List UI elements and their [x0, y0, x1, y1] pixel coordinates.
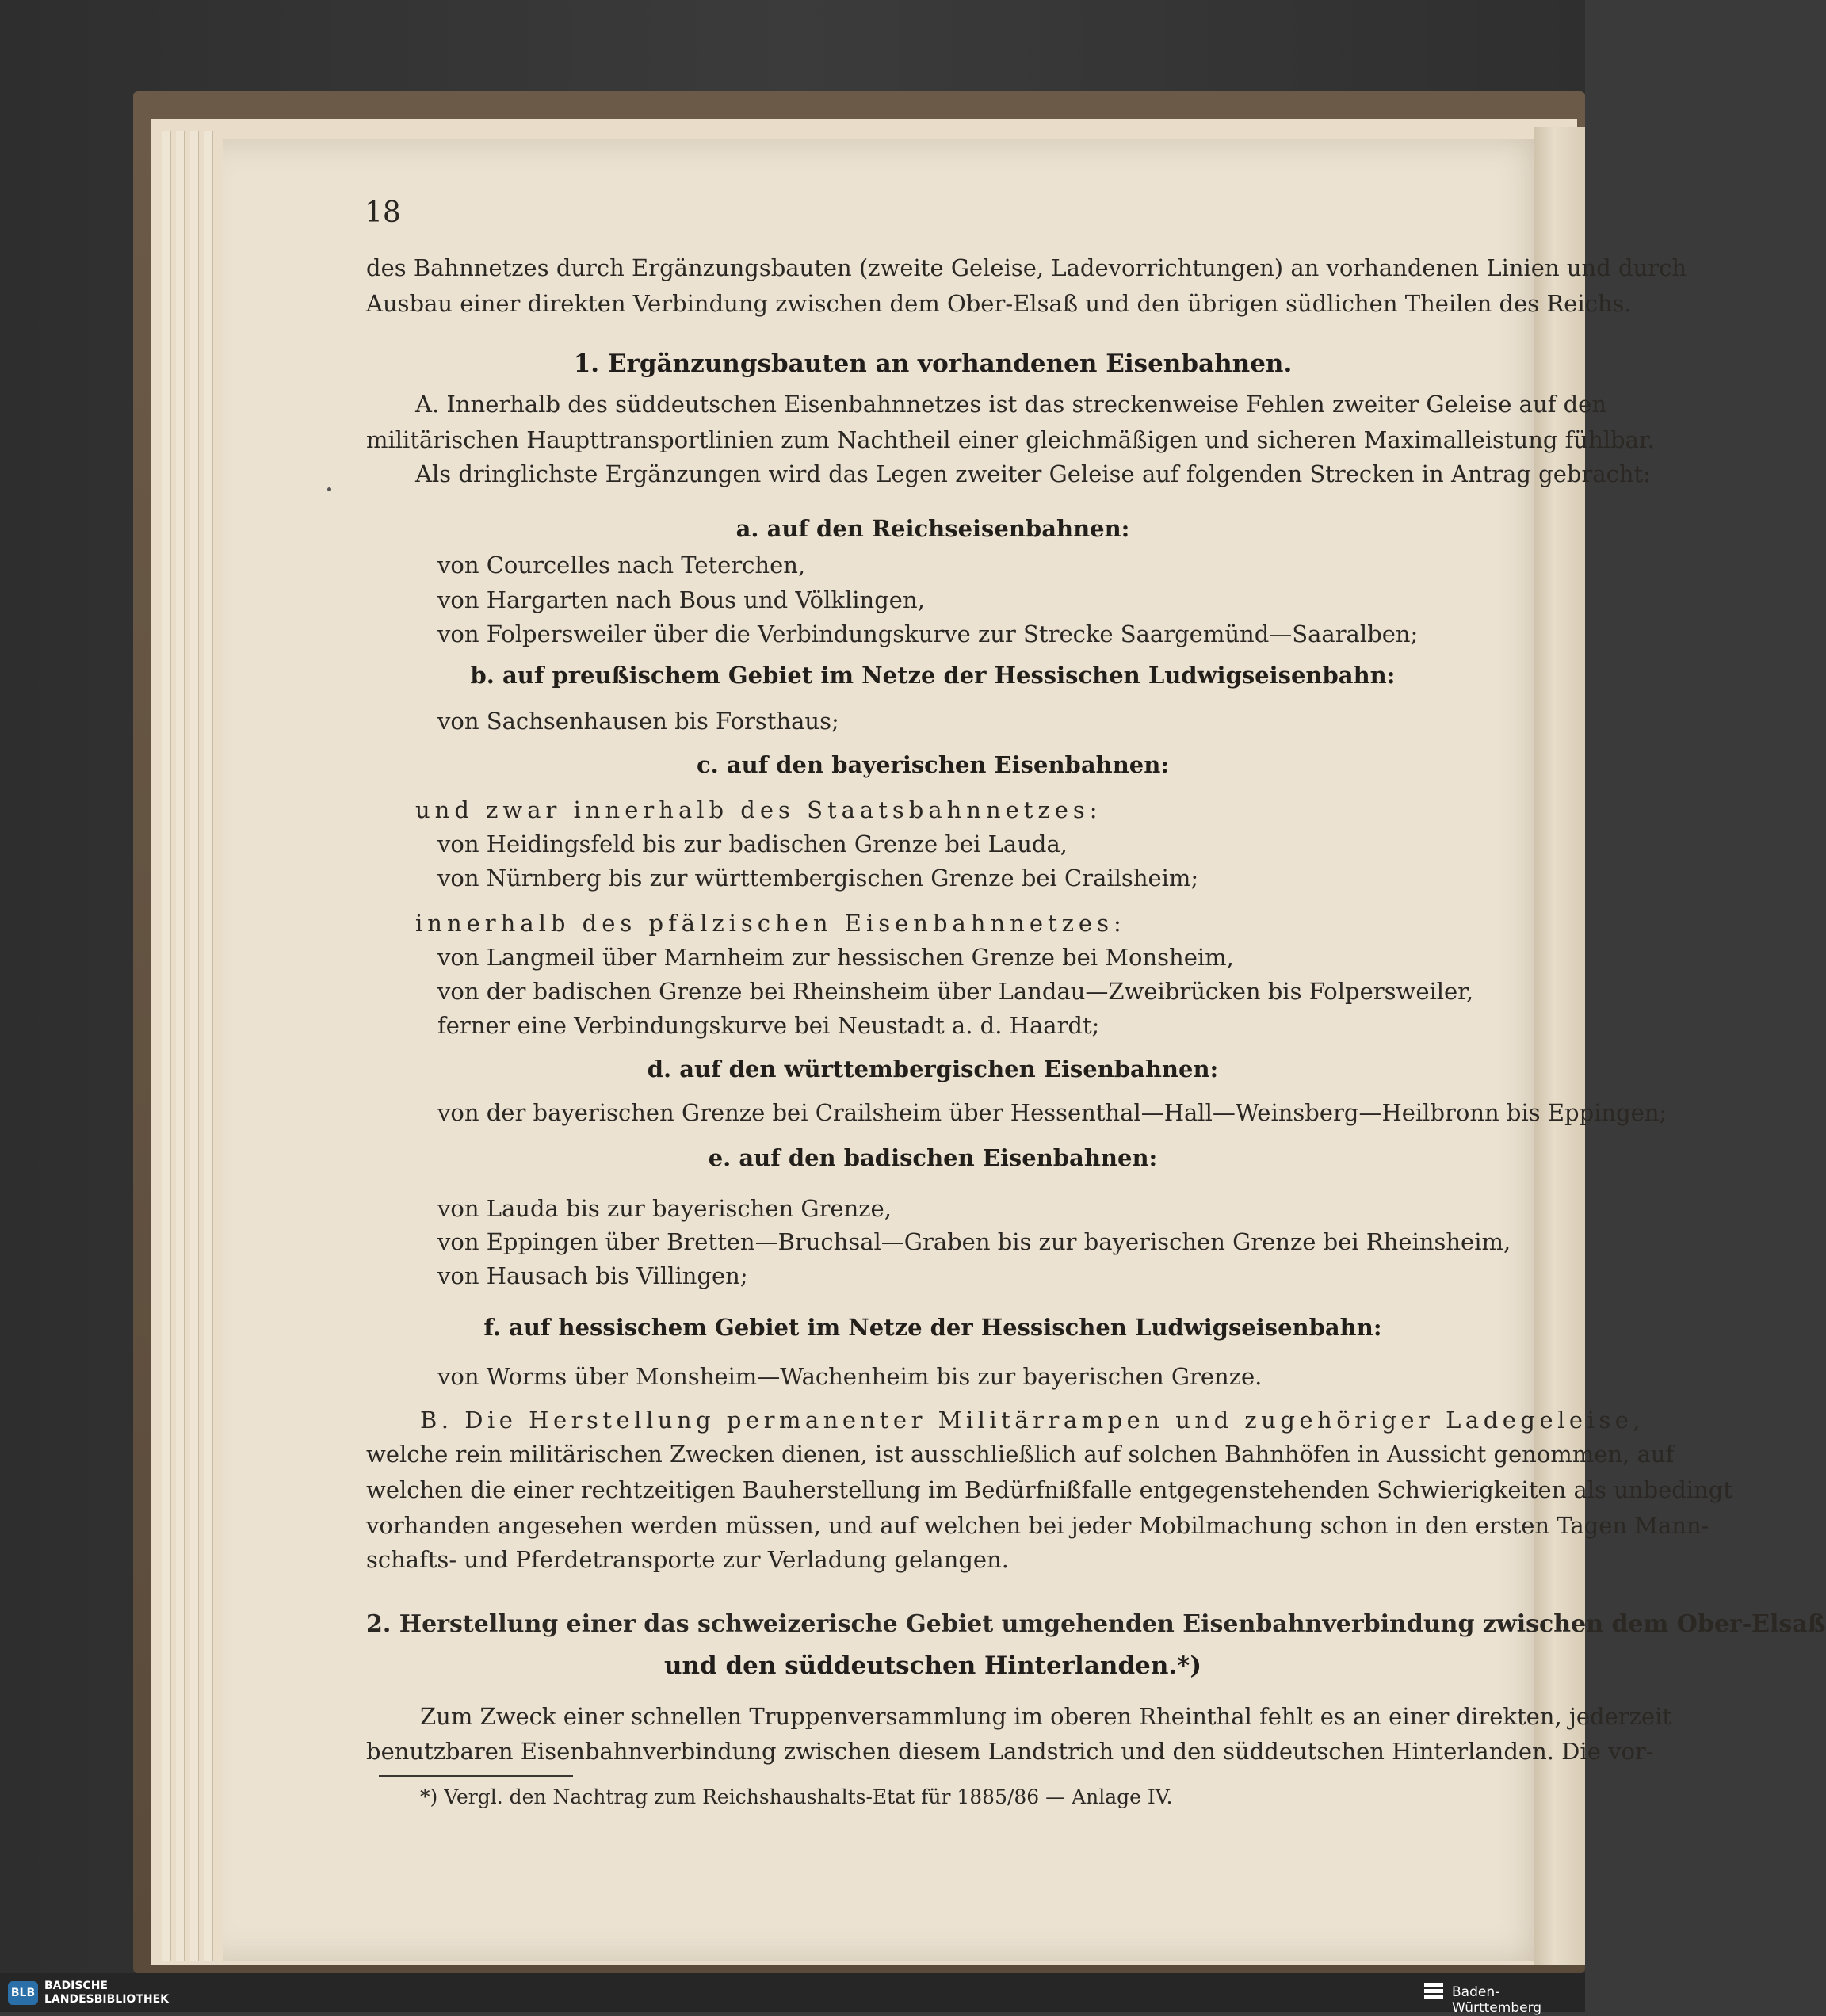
- route-line: von Lauda bis zur bayerischen Grenze,: [437, 1195, 892, 1222]
- blb-logo[interactable]: BLB: [8, 1981, 38, 2005]
- subsection-b-heading: b. auf preußischem Gebiet im Netze der Hessischen Ludwigseisenbahn:: [470, 662, 1396, 689]
- subsection-d-heading: d. auf den württembergischen Eisenbahnen:: [647, 1056, 1219, 1082]
- paragraph-b-line: vorhanden angesehen werden müssen, und auf welchen bei jeder Mobilmachung schon in den ersten Tagen Mann-: [366, 1512, 1709, 1539]
- paragraph-b-line: schafts- und Pferdetransporte zur Verladung gelangen.: [366, 1546, 1009, 1573]
- intro-line: Ausbau einer direkten Verbindung zwischen dem Ober-Elsaß und den übrigen südlichen Theilen des Reichs.: [366, 290, 1632, 317]
- route-line: von Eppingen über Bretten—Bruchsal—Graben bis zur bayerischen Grenze bei Rheinsheim,: [437, 1228, 1511, 1255]
- paragraph-2-line: Zum Zweck einer schnellen Truppenversammlung im oberen Rheinthal fehlt es an einer direkten, jederzeit: [420, 1703, 1671, 1730]
- subsection-a-heading: a. auf den Reichseisenbahnen:: [735, 515, 1130, 542]
- paragraph-b-line: welche rein militärischen Zwecken dienen, ist ausschließlich auf solchen Bahnhöfen in Aussicht genommen, auf: [366, 1441, 1675, 1468]
- route-line: von Hargarten nach Bous und Völklingen,: [437, 586, 925, 613]
- section-2-heading-line: und den süddeutschen Hinterlanden.*): [663, 1651, 1202, 1680]
- route-line: von Sachsenhausen bis Forsthaus;: [437, 708, 839, 735]
- page-edge: [190, 131, 199, 1961]
- route-line: von Courcelles nach Teterchen,: [437, 552, 806, 578]
- subsection-c-heading: c. auf den bayerischen Eisenbahnen:: [696, 751, 1170, 778]
- library-name: [44, 1980, 169, 2006]
- library-name-line: LANDESBIBLIOTHEK: [44, 1993, 170, 2006]
- route-line: von der badischen Grenze bei Rheinsheim über Landau—Zweibrücken bis Folpersweiler,: [437, 978, 1474, 1005]
- paragraph-2-line: benutzbaren Eisenbahnverbindung zwischen diesem Landstrich und den süddeutschen Hinterlanden. Die vor-: [366, 1738, 1654, 1765]
- route-line: von der bayerischen Grenze bei Crailsheim über Hessenthal—Hall—Weinsberg—Heilbronn bis Eppingen;: [437, 1099, 1667, 1126]
- coat-of-arms-icon: [1423, 1980, 1445, 2003]
- network-label: innerhalb des pfälzischen Eisenbahnnetzes:: [415, 910, 1126, 937]
- footer-bar: [0, 1973, 1585, 2012]
- route-line: von Heidingsfeld bis zur badischen Grenze bei Lauda,: [437, 830, 1068, 857]
- paragraph-b-line: welchen die einer rechtzeitigen Bauherstellung im Bedürfnißfalle entgegenstehenden Schwierigkeiten als unbedingt: [366, 1476, 1733, 1503]
- state-name[interactable]: Baden-Württemberg: [1452, 1984, 1542, 2016]
- paragraph-a-line: Als dringlichste Ergänzungen wird das Legen zweiter Geleise auf folgenden Strecken in Antrag gebracht:: [415, 460, 1651, 487]
- page-edge: [162, 131, 171, 1961]
- footnote: *) Vergl. den Nachtrag zum Reichshaushalts-Etat für 1885/86 — Anlage IV.: [420, 1785, 1173, 1808]
- section-2-heading-line: 2. Herstellung einer das schweizerische Gebiet umgehenden Eisenbahnverbindung zwischen dem Ober-Elsaß: [366, 1610, 1826, 1638]
- subsection-f-heading: f. auf hessischem Gebiet im Netze der Hessischen Ludwigseisenbahn:: [483, 1314, 1382, 1341]
- paragraph-a-line: militärischen Haupttransportlinien zum Nachtheil einer gleichmäßigen und sicheren Maximalleistung fühlbar.: [366, 426, 1655, 453]
- paragraph-b-line: B. Die Herstellung permanenter Militärrampen und zugehöriger Ladegeleise,: [420, 1407, 1645, 1434]
- route-line: von Langmeil über Marnheim zur hessischen Grenze bei Monsheim,: [437, 944, 1234, 971]
- intro-line: des Bahnnetzes durch Ergänzungsbauten (zweite Geleise, Ladevorrichtungen) an vorhandenen Linien und durch: [366, 254, 1687, 281]
- route-line: ferner eine Verbindungskurve bei Neustadt a. d. Haardt;: [437, 1012, 1100, 1039]
- route-line: von Hausach bis Villingen;: [437, 1262, 748, 1289]
- section-1-heading: 1. Ergänzungsbauten an vorhandenen Eisenbahnen.: [573, 349, 1293, 378]
- ink-speck: [327, 487, 331, 491]
- subsection-e-heading: e. auf den badischen Eisenbahnen:: [708, 1144, 1158, 1171]
- route-line: von Nürnberg bis zur württembergischen Grenze bei Crailsheim;: [437, 865, 1199, 892]
- footnote-rule: [379, 1775, 573, 1777]
- paragraph-a-line: A. Innerhalb des süddeutschen Eisenbahnnetzes ist das streckenweise Fehlen zweiter Geleise auf den: [415, 391, 1607, 418]
- route-line: von Folpersweiler über die Verbindungskurve zur Strecke Saargemünd—Saaralben;: [437, 620, 1419, 647]
- page-number: 18: [365, 197, 401, 229]
- library-name-line: BADISCHE: [44, 1980, 108, 1992]
- page-edge: [176, 131, 185, 1961]
- network-label: und zwar innerhalb des Staatsbahnnetzes:: [415, 796, 1102, 823]
- route-line: von Worms über Monsheim—Wachenheim bis zur bayerischen Grenze.: [437, 1363, 1263, 1390]
- page-edge: [204, 131, 213, 1961]
